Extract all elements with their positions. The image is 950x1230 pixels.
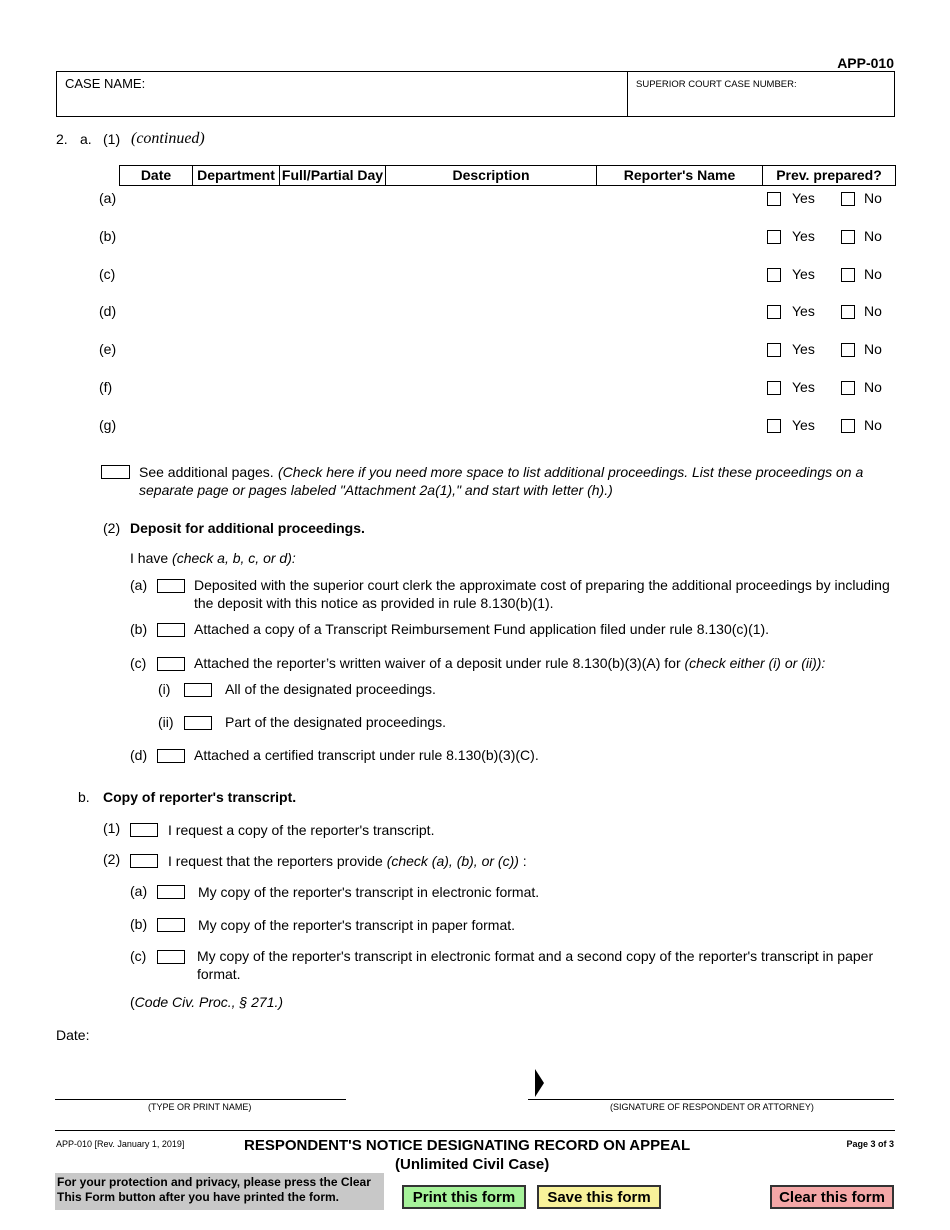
copy-2a-label: (a)	[130, 883, 148, 899]
row-yes-label: Yes	[792, 228, 815, 244]
row-no-label: No	[864, 341, 882, 357]
code-citation-text: Code Civ. Proc., § 271.)	[134, 994, 284, 1010]
copy-2-checkbox[interactable]	[130, 854, 158, 868]
row-no-checkbox[interactable]	[841, 230, 855, 244]
row-yes-label: Yes	[792, 190, 815, 206]
deposit-cii-text: Part of the designated proceedings.	[225, 714, 447, 730]
case-number-field[interactable]	[628, 72, 894, 116]
deposit-a-checkbox[interactable]	[157, 579, 185, 593]
clear-button[interactable]: Clear this form	[770, 1185, 894, 1209]
deposit-c-text-italic: (check either (i) or (ii)):	[684, 655, 826, 671]
case-name-field[interactable]	[57, 72, 628, 116]
deposit-a-label: (a)	[130, 577, 148, 593]
signature-arrow-icon	[535, 1069, 545, 1097]
copy-1-checkbox[interactable]	[130, 823, 158, 837]
print-button[interactable]: Print this form	[402, 1185, 526, 1209]
row-yes-label: Yes	[792, 303, 815, 319]
deposit-c-text-main: Attached the reporter’s written waiver of a deposit under rule 8.130(b)(3)(A) for	[194, 655, 681, 671]
section-b-heading: Copy of reporter's transcript.	[103, 789, 297, 805]
name-caption: (TYPE OR PRINT NAME)	[148, 1102, 252, 1112]
additional-pages-text: See additional pages.	[139, 464, 274, 480]
row-entry-fields[interactable]	[130, 341, 760, 359]
proceeding-row-a	[0, 190, 950, 210]
row-no-label: No	[864, 228, 882, 244]
deposit-d-label: (d)	[130, 747, 148, 763]
copy-2-text	[168, 853, 527, 869]
additional-pages-checkbox[interactable]	[101, 465, 130, 479]
row-label: (d)	[99, 303, 117, 319]
row-yes-checkbox[interactable]	[767, 381, 781, 395]
deposit-heading: Deposit for additional proceedings.	[130, 520, 365, 536]
row-label: (b)	[99, 228, 117, 244]
row-label: (g)	[99, 417, 117, 433]
item-letter-a: a.	[80, 131, 92, 147]
deposit-cii-label: (ii)	[158, 714, 174, 730]
caption-box	[56, 71, 895, 117]
form-id: APP-010	[837, 55, 894, 71]
privacy-notice	[55, 1173, 384, 1210]
section-b-letter: b.	[78, 789, 90, 805]
item-sub-1: (1)	[103, 131, 121, 147]
signature-line[interactable]	[528, 1099, 894, 1100]
proceeding-row-g	[0, 417, 950, 437]
proceeding-row-d	[0, 303, 950, 323]
item-number-2: 2.	[56, 131, 68, 147]
row-entry-fields[interactable]	[130, 379, 760, 397]
row-label: (a)	[99, 190, 117, 206]
name-line[interactable]	[55, 1099, 346, 1100]
code-citation	[130, 994, 283, 1010]
deposit-b-label: (b)	[130, 621, 148, 637]
column-header-description: Description	[386, 166, 597, 185]
continued-label: (continued)	[131, 130, 205, 147]
deposit-instruction-prefix: I have	[130, 550, 169, 566]
deposit-b-checkbox[interactable]	[157, 623, 185, 637]
proceeding-row-e	[0, 341, 950, 361]
row-no-label: No	[864, 417, 882, 433]
additional-pages-note-line1: (Check here if you need more space to list additional proceedings. List these proceedings on a	[278, 464, 864, 480]
row-yes-label: Yes	[792, 417, 815, 433]
copy-2b-label: (b)	[130, 916, 148, 932]
copy-2-text-italic: (check (a), (b), or (c))	[386, 853, 519, 869]
deposit-b-text: Attached a copy of a Transcript Reimbursement Fund application filed under rule 8.130(c)(1).	[194, 621, 770, 637]
additional-pages-note-line2: separate page or pages labeled "Attachment 2a(1)," and start with letter (h).)	[139, 482, 613, 498]
row-no-checkbox[interactable]	[841, 381, 855, 395]
case-name-label: CASE NAME:	[65, 76, 146, 91]
row-no-checkbox[interactable]	[841, 268, 855, 282]
deposit-sub-label: (2)	[103, 520, 121, 536]
column-header-prev-prepared: Prev. prepared?	[776, 167, 882, 183]
copy-2c-line1: My copy of the reporter's transcript in electronic format and a second copy of the reporter's transcript in paper	[197, 948, 874, 964]
row-entry-fields[interactable]	[130, 228, 760, 246]
row-yes-checkbox[interactable]	[767, 230, 781, 244]
row-no-label: No	[864, 303, 882, 319]
save-button[interactable]: Save this form	[537, 1185, 661, 1209]
footer-page: Page 3 of 3	[846, 1139, 894, 1149]
signature-caption: (SIGNATURE OF RESPONDENT OR ATTORNEY)	[610, 1102, 814, 1112]
date-label: Date:	[56, 1027, 90, 1043]
row-yes-checkbox[interactable]	[767, 268, 781, 282]
deposit-d-checkbox[interactable]	[157, 749, 185, 763]
row-no-checkbox[interactable]	[841, 419, 855, 433]
copy-2b-text: My copy of the reporter's transcript in paper format.	[198, 917, 516, 933]
case-number-label: SUPERIOR COURT CASE NUMBER:	[636, 79, 797, 90]
proceeding-row-c	[0, 266, 950, 286]
row-label: (e)	[99, 341, 117, 357]
copy-2-text-colon: :	[518, 853, 527, 869]
deposit-ci-text: All of the designated proceedings.	[225, 681, 436, 697]
copy-2b-checkbox[interactable]	[157, 918, 185, 932]
deposit-instruction	[130, 550, 296, 566]
deposit-instruction-italic: (check a, b, c, or d):	[172, 550, 296, 566]
footer-subtitle: (Unlimited Civil Case)	[395, 1156, 550, 1173]
column-header-reporters-name: Reporter's Name	[597, 166, 763, 185]
row-yes-label: Yes	[792, 266, 815, 282]
row-no-label: No	[864, 190, 882, 206]
copy-2a-checkbox[interactable]	[157, 885, 185, 899]
copy-2c-line2: format.	[197, 966, 241, 982]
deposit-c-checkbox[interactable]	[157, 657, 185, 671]
proceeding-row-b	[0, 228, 950, 248]
row-yes-label: Yes	[792, 341, 815, 357]
row-no-checkbox[interactable]	[841, 305, 855, 319]
copy-2-label: (2)	[103, 851, 121, 867]
row-yes-checkbox[interactable]	[767, 192, 781, 206]
proceedings-table-header	[119, 165, 896, 186]
copy-1-text: I request a copy of the reporter's transcript.	[168, 822, 435, 838]
row-no-label: No	[864, 266, 882, 282]
row-yes-label: Yes	[792, 379, 815, 395]
deposit-c-text	[194, 655, 825, 671]
deposit-a-line1: Deposited with the superior court clerk the approximate cost of preparing the additional proceedings by including	[194, 577, 890, 593]
footer-rev: APP-010 [Rev. January 1, 2019]	[56, 1139, 185, 1149]
deposit-cii-checkbox[interactable]	[184, 716, 212, 730]
copy-2c-checkbox[interactable]	[157, 950, 185, 964]
row-no-label: No	[864, 379, 882, 395]
privacy-line2: This Form button after you have printed the form.	[57, 1190, 340, 1204]
column-header-date: Date	[120, 166, 193, 185]
row-no-checkbox[interactable]	[841, 343, 855, 357]
privacy-line1: For your protection and privacy, please press the Clear	[57, 1175, 371, 1189]
proceeding-row-f	[0, 379, 950, 399]
row-entry-fields[interactable]	[130, 303, 760, 321]
copy-2c-label: (c)	[130, 948, 147, 964]
deposit-c-label: (c)	[130, 655, 147, 671]
footer-title: RESPONDENT'S NOTICE DESIGNATING RECORD ON APPEAL	[244, 1137, 691, 1154]
row-yes-checkbox[interactable]	[767, 419, 781, 433]
row-label: (f)	[99, 379, 113, 395]
copy-2a-text: My copy of the reporter's transcript in electronic format.	[198, 884, 540, 900]
deposit-a-line2: the deposit with this notice as provided in rule 8.130(b)(1).	[194, 595, 554, 611]
footer-rule	[55, 1130, 895, 1131]
deposit-d-text: Attached a certified transcript under rule 8.130(b)(3)(C).	[194, 747, 539, 763]
deposit-ci-checkbox[interactable]	[184, 683, 212, 697]
copy-1-label: (1)	[103, 820, 121, 836]
row-yes-checkbox[interactable]	[767, 305, 781, 319]
row-entry-fields[interactable]	[130, 266, 760, 284]
row-yes-checkbox[interactable]	[767, 343, 781, 357]
copy-2-text-main: I request that the reporters provide	[168, 853, 383, 869]
column-header-full-partial-day: Full/Partial Day	[280, 166, 386, 185]
row-label: (c)	[99, 266, 116, 282]
row-entry-fields[interactable]	[130, 190, 760, 208]
row-entry-fields[interactable]	[130, 417, 760, 435]
column-header-department: Department	[193, 166, 280, 185]
code-citation-open: (	[130, 994, 135, 1010]
deposit-ci-label: (i)	[158, 681, 171, 697]
row-no-checkbox[interactable]	[841, 192, 855, 206]
